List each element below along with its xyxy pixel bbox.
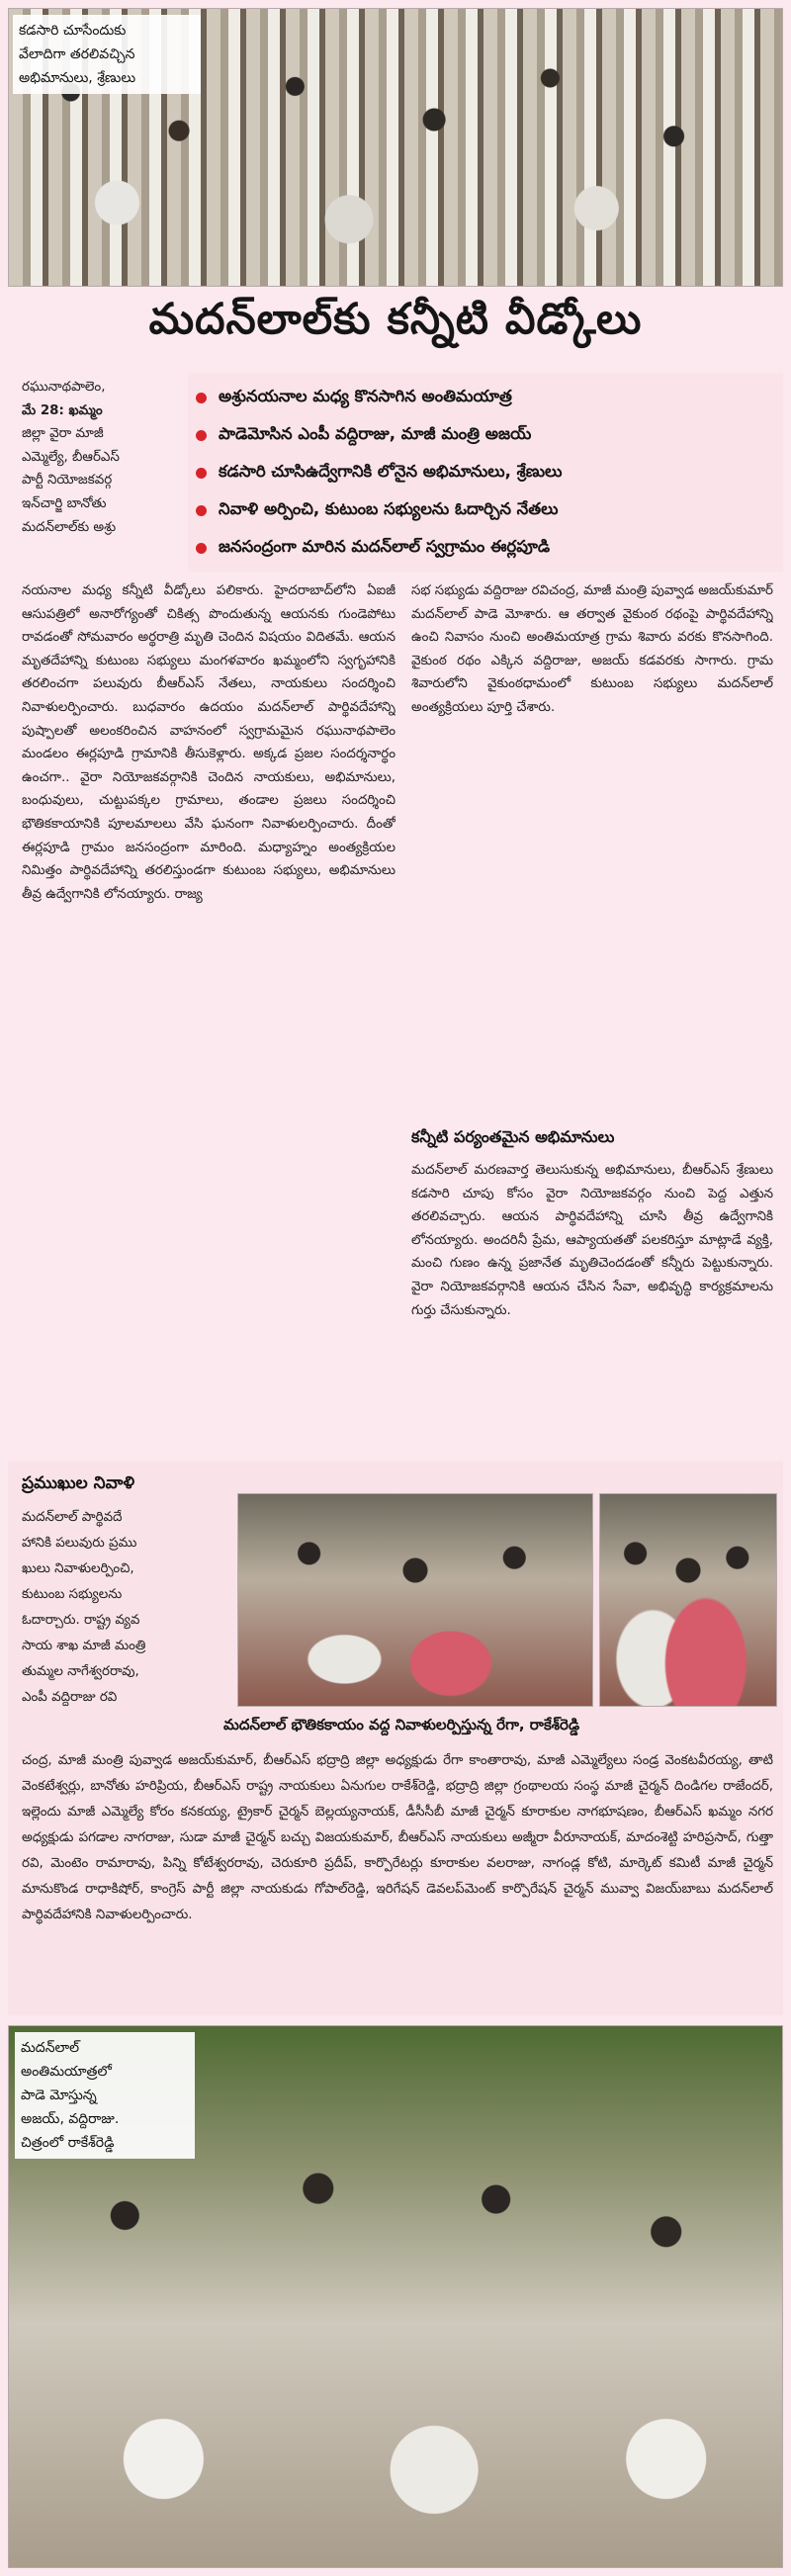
highlight-text: నివాళి అర్పించి, కుటుంబ సభ్యులను ఓదార్చిన నేతలు (219, 498, 559, 518)
subhead-fans: కన్నీటి పర్యంతమైన అభిమానులు (411, 1127, 615, 1146)
article-right-column-top (411, 579, 773, 935)
intro-line: ఎమ్మెల్యే, బీఆర్‌ఎస్ (22, 449, 120, 465)
highlight-text: పాడెమోసిన ఎంపీ వద్దిరాజు, మాజీ మంత్రి అజయ్ (219, 423, 532, 443)
article-paragraph: నయనాల మధ్య కన్నీటి వీడ్కోలు పలికారు. హైదరాబాద్‌లోని ఏఐజీ ఆసుపత్రిలో అనారోగ్యంతో చికిత్స పొందుతున్న ఆయనకు గుండెపోటు రావడంతో సోమవారం అర్థరాత్రి మృతి చెందిన విషయం విదితమే. ఆయన మృతదేహాన్ని కుటుంబ సభ్యులు మంగళవారం ఖమ్మంలోని స్వగృహానికి తరలించగా పలువురు బీఆర్‌ఎస్ నేతలు, నాయకులు సందర్శించి నివాళులర్పించారు. బుధవారం ఉదయం మదన్‌లాల్ పార్థివదేహాన్ని పుష్పాలతో అలంకరించిన వాహనంలో స్వగ్రామమైన రఘునాథపాలెం మండలం ఈర్లపూడి గ్రామానికి తీసుకెళ్లారు. అక్కడ ప్రజల సందర్శనార్థం ఉంచగా.. వైరా నియోజకవర్గానికి చెందిన నాయకులు, అభిమానులు, బంధువులు, చుట్టుపక్కల గ్రామాలు, తండాల ప్రజలు సందర్శించి భౌతికకాయానికి పూలమాలలు వేసి ఘనంగా నివాళులర్పించారు. దీంతో ఈర్లపూడి గ్రామం జనసంద్రంగా మారింది. మధ్యాహ్నం అంత్యక్రియల నిమిత్తం పార్థివదేహాన్ని తరలిస్తుండగా కుటుంబ సభ్యులు, అభిమానులు తీవ్ర ఉద్వేగానికి లోనయ్యారు. రాజ్య (22, 583, 396, 902)
tribute-line: సాయ శాఖ మాజీ మంత్రి (22, 1639, 146, 1653)
top-caption-line: కడసారి చూసేందుకు (19, 23, 127, 39)
highlight-item (188, 529, 783, 567)
bullet-icon (196, 430, 207, 441)
highlight-item (188, 416, 783, 454)
article-paragraph: సభ సభ్యుడు వద్దిరాజు రవిచంద్ర, మాజీ మంత్రి పువ్వాడ అజయ్‌కుమార్ మదన్‌లాల్ పాడె మోశారు. ఆ తర్వాత వైకుంఠ రథంపై పార్థివదేహాన్ని ఉంచి నివాసం నుంచి అంతిమయాత్ర గ్రామ శివారు వరకు కొనసాగింది. వైకుంఠ రథం ఎక్కిన వద్దిరాజు, అజయ్ కడవరకు సాగారు. గ్రామ శివారులోని వైకుంఠధామంలో కుటుంబ సభ్యులు మదన్‌లాల్ అంత్యక్రియలు పూర్తి చేశారు. (411, 583, 773, 715)
bullet-icon (196, 393, 207, 403)
highlight-item (188, 491, 783, 529)
intro-line: మదన్‌లాల్‌కు అశ్రు (22, 519, 117, 535)
tribute-line: కుటుంబ సభ్యులను (22, 1587, 123, 1602)
intro-line: జిల్లా వైరా మాజీ (22, 426, 104, 442)
headline: మదన్‌లాల్‌కు కన్నీటి వీడ్కోలు (148, 295, 643, 344)
top-caption-line: అభిమానులు, శ్రేణులు (19, 70, 136, 86)
middle-photo-right (599, 1493, 777, 1707)
highlight-text: జనసంద్రంగా మారిన మదన్‌లాల్ స్వగ్రామం ఈర్లపూడి (219, 536, 551, 556)
middle-photo-left (237, 1493, 593, 1707)
article-left-column (22, 579, 396, 1450)
bullet-icon (196, 543, 207, 554)
article-right-column-bottom (411, 1159, 773, 1456)
middle-photo-caption: మదన్‌లాల్ భౌతికకాయం వద్ద నివాళులర్పిస్తున్న రేగా, రాకేశ్‌రెడ్డి (223, 1716, 580, 1733)
bullet-icon (196, 468, 207, 479)
top-photo (8, 8, 783, 287)
bottom-caption-line: చిత్రంలో రాకేశ్‌రెడ్డి (21, 2135, 115, 2151)
bottom-caption-line: మదన్‌లాల్ (21, 2040, 80, 2056)
tribute-intro (22, 1505, 220, 1711)
highlight-item (188, 379, 783, 416)
tribute-body (22, 1748, 773, 2005)
bullet-icon (196, 505, 207, 516)
tribute-line: ఓదార్చారు. రాష్ట్ర వ్యవ (22, 1613, 140, 1628)
article-paragraph: మదన్‌లాల్ మరణవార్త తెలుసుకున్న అభిమానులు, బీఆర్‌ఎస్ శ్రేణులు కడసారి చూపు కోసం వైరా నియోజకవర్గం నుంచి పెద్ద ఎత్తున తరలివచ్చారు. ఆయన పార్థివదేహాన్ని చూసి తీవ్ర ఉద్వేగానికి లోనయ్యారు. అందరినీ ప్రేమ, ఆప్యాయతతో పలకరిస్తూ మాట్లాడే వ్యక్తి, మంచి గుణం ఉన్న ప్రజానేత మృతిచెందడంతో కన్నీరు పెట్టుకున్నారు. వైరా నియోజకవర్గానికి ఆయన చేసిన సేవా, అభివృద్ధి కార్యక్రమాలను గుర్తు చేసుకున్నారు. (411, 1163, 773, 1318)
highlight-text: అశ్రునయనాల మధ్య కొనసాగిన అంతిమయాత్ర (219, 386, 512, 405)
tribute-line: ఖులు నివాళులర్పించి, (22, 1561, 134, 1576)
bottom-caption-line: పాడె మోస్తున్న (21, 2087, 97, 2103)
article-intro (22, 376, 180, 539)
intro-line: మే 28: ఖమ్మం (22, 402, 103, 418)
intro-line: ఇన్‌చార్జి బానోతు (22, 495, 107, 511)
highlight-text: కడసారి చూసిఉద్వేగానికి లోనైన అభిమానులు, శ్రేణులు (219, 461, 563, 481)
bottom-caption-line: అంతిమయాత్రలో (21, 2064, 112, 2080)
bottom-photo-caption (15, 2032, 195, 2159)
highlight-item (188, 454, 783, 491)
subhead-tributes: ప్రముఖుల నివాళి (22, 1473, 135, 1493)
intro-line: పార్టీ నియోజకవర్గ (22, 473, 113, 489)
tribute-line: తుమ్మల నాగేశ్వరరావు, (22, 1664, 139, 1679)
tribute-line: మదన్‌లాల్ పార్థివదే (22, 1510, 123, 1525)
tribute-line: ఎంపీ వద్దిరాజు రవి (22, 1690, 118, 1705)
bottom-photo (8, 2025, 783, 2568)
bottom-caption-line: అజయ్, వద్దిరాజు. (21, 2111, 120, 2127)
top-photo-caption (13, 15, 201, 94)
highlights-box (188, 373, 783, 572)
top-caption-line: వేలాదిగా తరలివచ్చిన (19, 46, 135, 62)
intro-line: రఘునాథపాలెం, (22, 380, 106, 395)
tribute-line: హానికి పలువురు ప్రము (22, 1536, 137, 1551)
article-paragraph: చంద్ర, మాజీ మంత్రి పువ్వాడ అజయ్‌కుమార్, బీఆర్‌ఎస్ భద్రాద్రి జిల్లా అధ్యక్షుడు రేగా కాంతారావు, మాజీ ఎమ్మెల్యేలు సండ్ర వెంకటవీరయ్య, తాటి వెంకటేశ్వర్లు, బానోతు హరిప్రియ, బీఆర్‌ఎస్ రాష్ట్ర నాయకులు ఏనుగుల రాకేశ్‌రెడ్డి, భద్రాద్రి జిల్లా గ్రంథాలయ సంస్థ మాజీ చైర్మన్ దిండిగల రాజేందర్, ఇల్లెందు మాజీ ఎమ్మెల్యే కోరం కనకయ్య, ట్రైకార్ చైర్మన్ బెల్లయ్యనాయక్, డీసీసీబీ మాజీ చైర్మన్ కూరాకుల నాగభూషణం, బీఆర్‌ఎస్ ఖమ్మం నగర అధ్యక్షుడు పగడాల నాగరాజు, సుడా మాజీ చైర్మన్ బచ్చు విజయకుమార్, బీఆర్‌ఎస్ నాయకులు అజ్మీరా వీరూనాయక్, మాదంశెట్టి హరిప్రసాద్, గుత్తా రవి, మెంటెం రామారావు, పిన్ని కోటేశ్వరరావు, చెరుకూరి ప్రదీప్, కార్పొరేటర్లు కూరాకుల వలరాజు, నాగండ్ల కోటి, మార్కెట్ కమిటీ మాజీ చైర్మన్ మానుకొండ రాధాకిషోర్, కాంగ్రెస్ పార్టీ జిల్లా నాయకుడు గోపాల్‌రెడ్డి, ఇరిగేషన్ డెవలప్‌మెంట్ కార్పొరేషన్ చైర్మన్ మువ్వా విజయ్‌బాబు మదన్‌లాల్ పార్థివదేహానికి నివాళులర్పించారు. (22, 1753, 773, 1922)
